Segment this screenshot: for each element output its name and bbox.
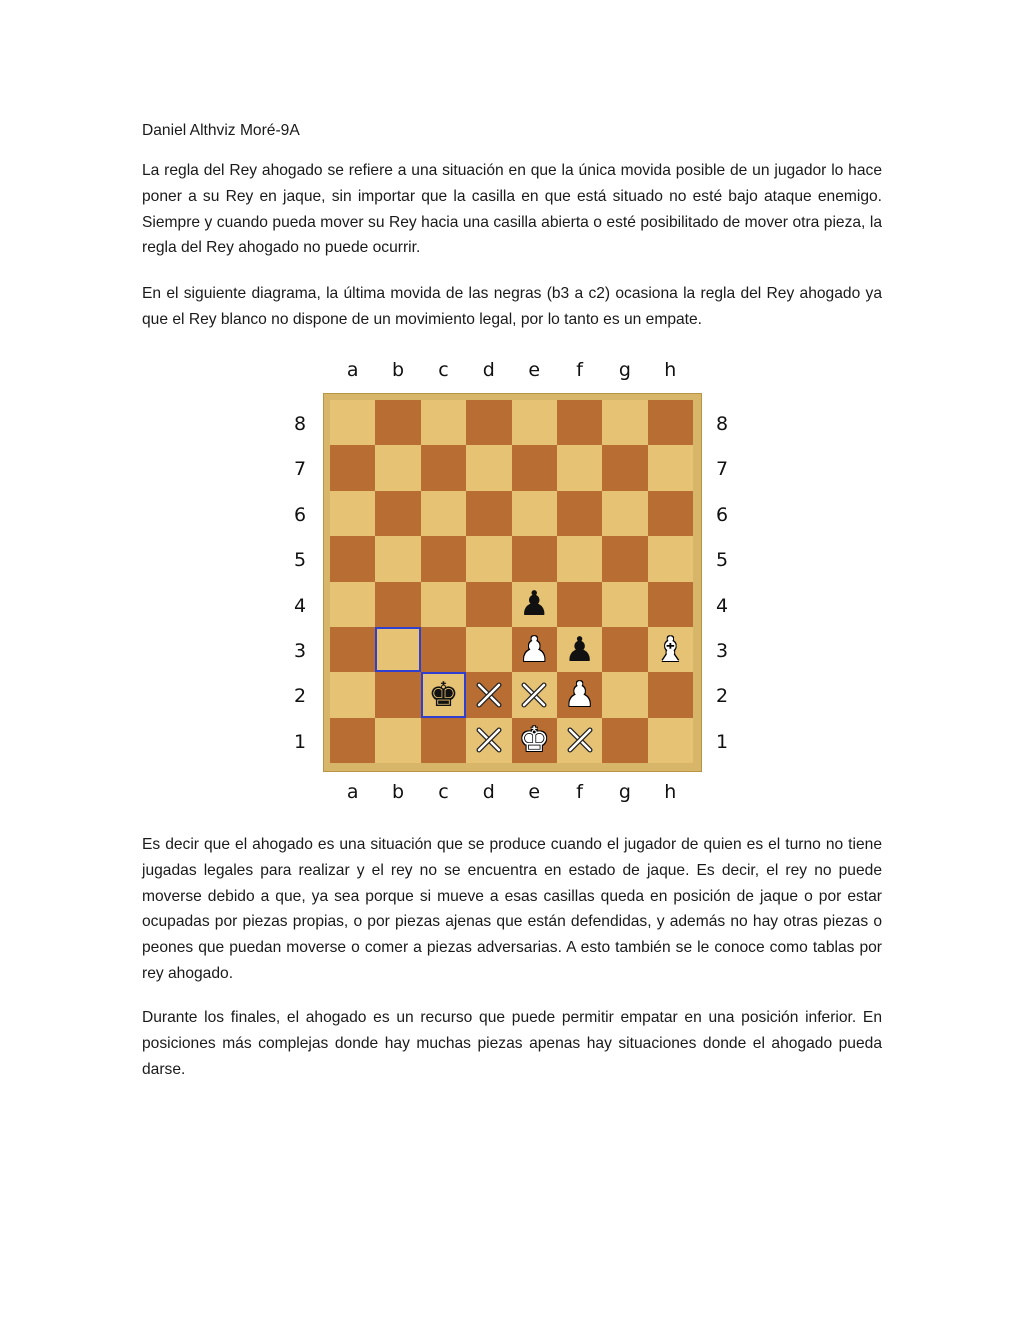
square-g3: [602, 627, 647, 672]
square-a7: [330, 445, 375, 490]
black-pawn-icon: ♟: [564, 629, 595, 670]
rank-label: 8: [293, 413, 307, 435]
square-f3: [557, 627, 602, 672]
square-h3: [648, 627, 693, 672]
square-e4: [512, 582, 557, 627]
square-h7: [648, 445, 693, 490]
square-c1: [421, 718, 466, 763]
rank-label: 3: [293, 639, 307, 662]
chess-board: [330, 400, 693, 763]
black-pawn-icon: ♟: [518, 584, 550, 625]
square-a5: [330, 536, 375, 581]
author-line: Daniel Althviz Moré-9A: [142, 122, 300, 139]
square-c8: [421, 400, 466, 445]
rank-label: 1: [715, 730, 729, 753]
square-g8: [602, 400, 647, 445]
square-b3: [375, 627, 420, 672]
file-label: h: [664, 359, 677, 381]
square-b5: [375, 536, 420, 581]
rank-labels-right: [710, 402, 734, 765]
paragraph-4: Durante los finales, el ahogado es un recurso que puede permitir empatar en una posición inferior. En posiciones más complejas donde hay muchas piezas apenas hay situaciones donde el ahogado pueda darse.: [142, 1009, 882, 1078]
square-e7: [512, 445, 557, 490]
square-f1: [557, 718, 602, 763]
blocked-square-cross-icon: [476, 682, 502, 708]
square-e6: [512, 491, 557, 536]
square-f2: [557, 672, 602, 717]
black-king-icon: ♚: [428, 674, 459, 715]
square-a8: [330, 400, 375, 445]
rank-labels-left: [288, 402, 312, 765]
rank-label: 6: [293, 503, 307, 526]
square-h6: [648, 491, 693, 536]
square-f6: [557, 491, 602, 536]
rank-label: 7: [293, 458, 307, 481]
file-label: c: [438, 359, 449, 381]
rank-label: 4: [715, 594, 729, 617]
rank-label: 8: [715, 413, 729, 435]
file-label: b: [392, 781, 405, 803]
square-c5: [421, 536, 466, 581]
rank-label: 6: [715, 503, 729, 526]
square-f8: [557, 400, 602, 445]
square-c3: [421, 627, 466, 672]
file-labels-bottom: [330, 781, 698, 811]
square-e8: [512, 400, 557, 445]
square-g7: [602, 445, 647, 490]
square-a6: [330, 491, 375, 536]
file-label: e: [528, 781, 541, 803]
rank-label: 2: [293, 685, 307, 708]
file-label: g: [618, 359, 631, 381]
file-label: e: [528, 359, 541, 381]
file-label: h: [664, 781, 677, 803]
square-b8: [375, 400, 420, 445]
square-e3: [512, 627, 557, 672]
square-a1: [330, 718, 375, 763]
square-b1: [375, 718, 420, 763]
rank-label: 1: [293, 730, 307, 753]
square-b2: [375, 672, 420, 717]
square-a3: [330, 627, 375, 672]
file-label: f: [576, 359, 583, 381]
file-label: c: [438, 781, 449, 803]
square-d5: [466, 536, 511, 581]
blocked-square-cross-icon: [521, 682, 547, 708]
white-bishop-icon: ♝: [655, 629, 686, 670]
square-a2: [330, 672, 375, 717]
paragraph-3: Es decir que el ahogado es una situación que se produce cuando el jugador de quien es el turno no tiene jugadas legales para realizar y el rey no se encuentra en estado de jaque. Es decir, el rey no puede moverse debido a que, ya sea porque si mueve a esas casillas queda en posición de jaque o por estar ocupadas por piezas propias, o por piezas ajenas que están defendidas, y además no hay otras piezas o peones que puedan moverse o comer a piezas adversarias. A esto también se le conoce como tablas por rey ahogado.: [142, 836, 882, 982]
square-d2: [466, 672, 511, 717]
rank-label: 4: [293, 594, 307, 617]
square-e1: [512, 718, 557, 763]
square-f7: [557, 445, 602, 490]
square-d3: [466, 627, 511, 672]
square-d8: [466, 400, 511, 445]
square-h5: [648, 536, 693, 581]
square-d7: [466, 445, 511, 490]
white-pawn-icon: ♟: [564, 674, 595, 715]
rank-label: 3: [715, 639, 729, 662]
square-d6: [466, 491, 511, 536]
square-h2: [648, 672, 693, 717]
rank-label: 7: [715, 458, 729, 481]
file-label: d: [482, 781, 495, 803]
white-pawn-icon: ♟: [518, 629, 550, 670]
square-g1: [602, 718, 647, 763]
rank-label: 5: [715, 549, 729, 572]
square-h8: [648, 400, 693, 445]
square-f5: [557, 536, 602, 581]
blocked-square-cross-icon: [567, 727, 593, 753]
square-b4: [375, 582, 420, 627]
file-label: b: [392, 359, 405, 381]
square-g4: [602, 582, 647, 627]
rank-label: 2: [715, 685, 729, 708]
square-d1: [466, 718, 511, 763]
paragraph-2: En el siguiente diagrama, la última movida de las negras (b3 a c2) ocasiona la regla del Rey ahogado ya que el Rey blanco no dispone de un movimiento legal, por lo tanto es un empate.: [142, 285, 882, 328]
square-c2: [421, 672, 466, 717]
paragraph-1: La regla del Rey ahogado se refiere a una situación en que la única movida posible de un jugador lo hace poner a su Rey en jaque, sin importar que la casilla en que está situado no esté bajo ataque enemigo. Siempre y cuando pueda mover su Rey hacia una casilla abierta o esté posibilitado de mover otra pieza, la regla del Rey ahogado no puede ocurrir.: [142, 162, 882, 257]
square-e5: [512, 536, 557, 581]
square-e2: [512, 672, 557, 717]
file-label: a: [346, 359, 359, 381]
square-a4: [330, 582, 375, 627]
square-g6: [602, 491, 647, 536]
file-label: g: [618, 781, 631, 803]
square-c7: [421, 445, 466, 490]
file-label: f: [576, 781, 583, 803]
file-label: a: [346, 781, 359, 803]
blocked-square-cross-icon: [476, 727, 502, 753]
square-g2: [602, 672, 647, 717]
square-h1: [648, 718, 693, 763]
square-g5: [602, 536, 647, 581]
square-c6: [421, 491, 466, 536]
white-king-icon: ♚: [518, 720, 550, 761]
rank-label: 5: [293, 549, 307, 572]
square-d4: [466, 582, 511, 627]
square-f4: [557, 582, 602, 627]
square-b6: [375, 491, 420, 536]
square-c4: [421, 582, 466, 627]
square-b7: [375, 445, 420, 490]
file-labels-top: [330, 359, 698, 389]
square-h4: [648, 582, 693, 627]
file-label: d: [482, 359, 495, 381]
